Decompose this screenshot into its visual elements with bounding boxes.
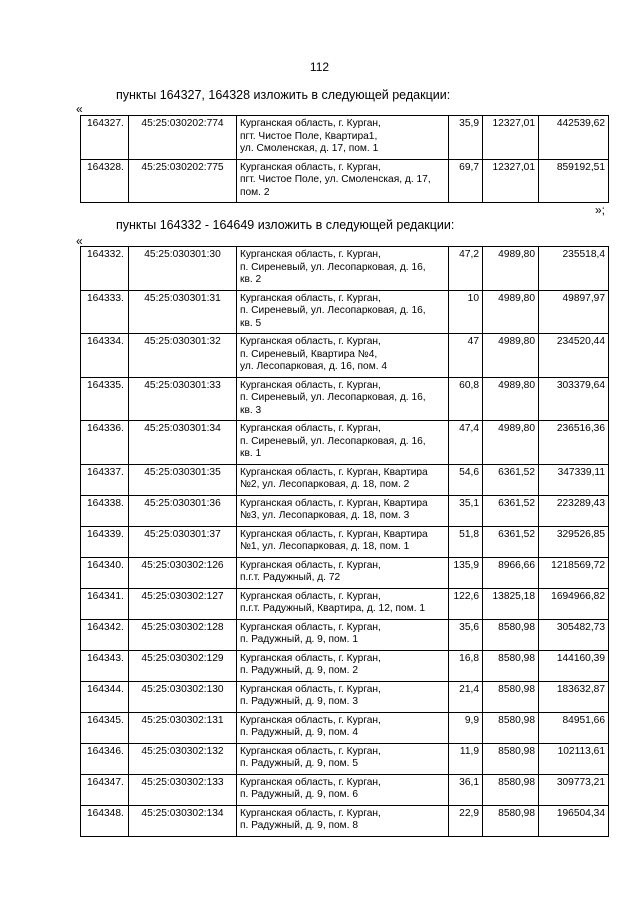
specific-value-cell: 6361,52 [483, 495, 539, 526]
address-cell [237, 774, 449, 805]
specific-value-cell: 8580,98 [483, 650, 539, 681]
cadastral-value-cell: 303379,64 [539, 377, 609, 421]
address-line: №2, ул. Лесопарковая, д. 18, пом. 2 [240, 479, 410, 490]
table-row [81, 334, 609, 378]
area-cell: 47,2 [449, 247, 483, 291]
address-line: пгт. Чистое Поле, ул. Смоленская, д. 17, [240, 174, 431, 185]
address-line: п. Радужный, д. 9, пом. 1 [240, 634, 359, 645]
item-number-cell: 164344. [81, 681, 129, 712]
address-cell [237, 464, 449, 495]
address-line: п. Сиреневый, ул. Лесопарковая, д. 16, [240, 261, 426, 273]
cadastral-number-cell: 45:25:030302:132 [129, 743, 237, 774]
cadastral-number-cell: 45:25:030302:129 [129, 650, 237, 681]
area-cell: 69,7 [449, 159, 483, 203]
area-cell: 47 [449, 334, 483, 378]
area-cell: 16,8 [449, 650, 483, 681]
cadastral-value-cell: 223289,43 [539, 495, 609, 526]
cadastral-number-cell: 45:25:030301:32 [129, 334, 237, 378]
specific-value-cell: 6361,52 [483, 464, 539, 495]
specific-value-cell: 4989,80 [483, 290, 539, 334]
address-line: Курганская область, г. Курган, [240, 423, 381, 434]
address-cell [237, 588, 449, 619]
section2-open-quote: « [76, 234, 83, 248]
area-cell: 22,9 [449, 805, 483, 836]
cadastral-value-cell: 144160,39 [539, 650, 609, 681]
specific-value-cell: 8580,98 [483, 805, 539, 836]
area-cell: 11,9 [449, 743, 483, 774]
specific-value-cell: 4989,80 [483, 334, 539, 378]
table-row [81, 116, 609, 160]
area-cell: 51,8 [449, 526, 483, 557]
cadastral-value-cell: 1694966,82 [539, 588, 609, 619]
cadastral-value-cell: 49897,97 [539, 290, 609, 334]
table-row [81, 495, 609, 526]
address-line: кв. 3 [240, 404, 262, 416]
area-cell: 54,6 [449, 464, 483, 495]
address-line: пом. 2 [240, 186, 270, 198]
item-number-cell: 164341. [81, 588, 129, 619]
address-line: ул. Лесопарковая, д. 16, пом. 4 [240, 361, 388, 372]
cadastral-number-cell: 45:25:030301:37 [129, 526, 237, 557]
specific-value-cell: 8580,98 [483, 774, 539, 805]
item-number-cell: 164327. [81, 116, 129, 160]
area-cell: 35,9 [449, 116, 483, 160]
table-row [81, 421, 609, 465]
address-cell [237, 619, 449, 650]
page-number: 112 [309, 60, 330, 74]
cadastral-number-cell: 45:25:030302:131 [129, 712, 237, 743]
cadastral-number-cell: 45:25:030302:127 [129, 588, 237, 619]
cadastral-value-cell: 234520,44 [539, 334, 609, 378]
specific-value-cell: 4989,80 [483, 377, 539, 421]
address-line: Курганская область, г. Курган, [240, 161, 381, 173]
cadastral-number-cell: 45:25:030301:31 [129, 290, 237, 334]
area-cell: 135,9 [449, 557, 483, 588]
address-line: п. Радужный, д. 9, пом. 6 [240, 789, 359, 800]
address-line: Курганская область, г. Курган, [240, 379, 381, 391]
area-cell: 47,4 [449, 421, 483, 465]
specific-value-cell: 8580,98 [483, 712, 539, 743]
table-row [81, 557, 609, 588]
address-line: Курганская область, г. Курган, [240, 776, 381, 788]
table-row [81, 681, 609, 712]
address-cell [237, 247, 449, 291]
specific-value-cell: 13825,18 [483, 588, 539, 619]
address-line: ул. Смоленская, д. 17, пом. 1 [240, 143, 379, 154]
item-number-cell: 164345. [81, 712, 129, 743]
address-line: Курганская область, г. Курган, [240, 714, 381, 726]
cadastral-value-cell: 859192,51 [539, 159, 609, 203]
specific-value-cell: 8580,98 [483, 743, 539, 774]
item-number-cell: 164346. [81, 743, 129, 774]
address-line: п. Радужный, д. 9, пом. 2 [240, 665, 359, 676]
address-line: Курганская область, г. Курган, [240, 559, 381, 571]
section1-close-quote: »; [594, 203, 605, 217]
table-row [81, 159, 609, 203]
cadastral-number-cell: 45:25:030302:128 [129, 619, 237, 650]
item-number-cell: 164338. [81, 495, 129, 526]
address-line: Курганская область, г. Курган, [240, 249, 381, 260]
address-line: п.г.т. Радужный, Квартира, д. 12, пом. 1 [240, 603, 426, 614]
item-number-cell: 164343. [81, 650, 129, 681]
table-row [81, 588, 609, 619]
cadastral-value-cell: 183632,87 [539, 681, 609, 712]
address-line: п. Сиреневый, Квартира №4, [240, 348, 378, 360]
cadastral-number-cell: 45:25:030301:33 [129, 377, 237, 421]
cadastral-value-cell: 1218569,72 [539, 557, 609, 588]
specific-value-cell: 12327,01 [483, 116, 539, 160]
specific-value-cell: 8580,98 [483, 619, 539, 650]
cadastral-value-cell: 309773,21 [539, 774, 609, 805]
table-row [81, 290, 609, 334]
area-cell: 9,9 [449, 712, 483, 743]
address-line: п. Радужный, д. 9, пом. 3 [240, 696, 359, 707]
item-number-cell: 164335. [81, 377, 129, 421]
address-line: кв. 5 [240, 317, 262, 329]
area-cell: 21,4 [449, 681, 483, 712]
area-cell: 36,1 [449, 774, 483, 805]
address-line: Курганская область, г. Курган, [240, 807, 381, 819]
item-number-cell: 164328. [81, 159, 129, 203]
address-cell [237, 495, 449, 526]
table-row [81, 464, 609, 495]
cadastral-number-cell: 45:25:030302:126 [129, 557, 237, 588]
item-number-cell: 164334. [81, 334, 129, 378]
address-line: п. Сиреневый, ул. Лесопарковая, д. 16, [240, 435, 426, 447]
specific-value-cell: 4989,80 [483, 247, 539, 291]
specific-value-cell: 8966,66 [483, 557, 539, 588]
cadastral-number-cell: 45:25:030301:36 [129, 495, 237, 526]
address-line: пгт. Чистое Поле, Квартира1, [240, 130, 378, 142]
table-row [81, 619, 609, 650]
item-number-cell: 164348. [81, 805, 129, 836]
table-row [81, 377, 609, 421]
area-cell: 35,6 [449, 619, 483, 650]
address-line: Курганская область, г. Курган, [240, 336, 381, 347]
cadastral-value-cell: 305482,73 [539, 619, 609, 650]
specific-value-cell: 8580,98 [483, 681, 539, 712]
table-row [81, 805, 609, 836]
cadastral-number-cell: 45:25:030302:133 [129, 774, 237, 805]
address-line: №1, ул. Лесопарковая, д. 18, пом. 1 [240, 541, 410, 552]
cadastral-value-cell: 347339,11 [539, 464, 609, 495]
table-row [81, 712, 609, 743]
table-row [81, 650, 609, 681]
address-cell [237, 681, 449, 712]
cadastral-number-cell: 45:25:030301:35 [129, 464, 237, 495]
address-cell [237, 712, 449, 743]
cadastral-number-cell: 45:25:030202:774 [129, 116, 237, 160]
address-cell [237, 159, 449, 203]
area-cell: 10 [449, 290, 483, 334]
section1-intro: пункты 164327, 164328 изложить в следующей редакции: [116, 88, 451, 102]
cadastral-value-cell: 236516,36 [539, 421, 609, 465]
cadastral-number-cell: 45:25:030301:34 [129, 421, 237, 465]
address-cell [237, 557, 449, 588]
item-number-cell: 164342. [81, 619, 129, 650]
address-line: Курганская область, г. Курган, [240, 745, 381, 757]
specific-value-cell: 4989,80 [483, 421, 539, 465]
item-number-cell: 164332. [81, 247, 129, 291]
specific-value-cell: 6361,52 [483, 526, 539, 557]
area-cell: 122,6 [449, 588, 483, 619]
area-cell: 35,1 [449, 495, 483, 526]
address-line: Курганская область, г. Курган, [240, 683, 381, 695]
table-row [81, 247, 609, 291]
section1-open-quote: « [76, 102, 83, 116]
cadastral-value-cell: 329526,85 [539, 526, 609, 557]
address-line: п. Радужный, д. 9, пом. 4 [240, 727, 359, 738]
address-line: Курганская область, г. Курган, [240, 292, 381, 304]
cadastral-value-cell: 102113,61 [539, 743, 609, 774]
cadastral-value-cell: 235518,4 [539, 247, 609, 291]
cadastral-value-cell: 84951,66 [539, 712, 609, 743]
address-cell [237, 526, 449, 557]
item-number-cell: 164333. [81, 290, 129, 334]
address-cell [237, 334, 449, 378]
address-cell [237, 743, 449, 774]
item-number-cell: 164337. [81, 464, 129, 495]
address-cell [237, 377, 449, 421]
address-line: п.г.т. Радужный, д. 72 [240, 572, 341, 583]
address-line: Курганская область, г. Курган, [240, 118, 381, 129]
address-line: Курганская область, г. Курган, Квартира [240, 466, 428, 478]
address-cell [237, 421, 449, 465]
address-cell [237, 650, 449, 681]
cadastral-number-cell: 45:25:030302:130 [129, 681, 237, 712]
address-cell [237, 290, 449, 334]
cadastral-number-cell: 45:25:030302:134 [129, 805, 237, 836]
cadastral-number-cell: 45:25:030301:30 [129, 247, 237, 291]
table-row [81, 774, 609, 805]
table-row [81, 526, 609, 557]
section2-table [80, 246, 609, 837]
address-line: Курганская область, г. Курган, Квартира [240, 528, 428, 540]
address-line: Курганская область, г. Курган, [240, 621, 381, 633]
address-line: Курганская область, г. Курган, Квартира [240, 497, 428, 509]
address-cell [237, 805, 449, 836]
address-line: п. Сиреневый, ул. Лесопарковая, д. 16, [240, 305, 426, 316]
section1-table [80, 115, 609, 203]
item-number-cell: 164336. [81, 421, 129, 465]
cadastral-number-cell: 45:25:030202:775 [129, 159, 237, 203]
section2-intro: пункты 164332 - 164649 изложить в следующей редакции: [116, 218, 455, 232]
address-line: Курганская область, г. Курган, [240, 652, 381, 664]
address-line: Курганская область, г. Курган, [240, 590, 381, 602]
address-line: кв. 2 [240, 274, 262, 285]
cadastral-value-cell: 196504,34 [539, 805, 609, 836]
area-cell: 60,8 [449, 377, 483, 421]
item-number-cell: 164347. [81, 774, 129, 805]
address-line: п. Сиреневый, ул. Лесопарковая, д. 16, [240, 392, 426, 403]
item-number-cell: 164339. [81, 526, 129, 557]
table-row [81, 743, 609, 774]
specific-value-cell: 12327,01 [483, 159, 539, 203]
item-number-cell: 164340. [81, 557, 129, 588]
address-line: кв. 1 [240, 448, 262, 459]
address-cell [237, 116, 449, 160]
cadastral-value-cell: 442539,62 [539, 116, 609, 160]
address-line: п. Радужный, д. 9, пом. 8 [240, 820, 359, 831]
address-line: п. Радужный, д. 9, пом. 5 [240, 758, 359, 769]
address-line: №3, ул. Лесопарковая, д. 18, пом. 3 [240, 510, 410, 521]
